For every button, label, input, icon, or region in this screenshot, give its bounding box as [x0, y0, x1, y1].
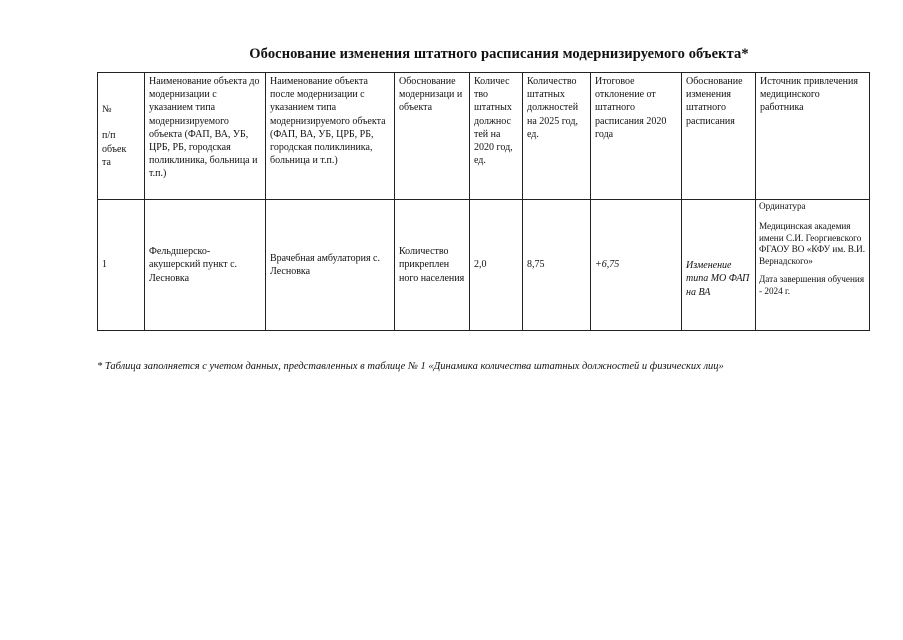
cell-deviation: +6,75 [591, 200, 682, 331]
header-source: Источник привлечения медицинского работника [756, 73, 870, 200]
header-justification: Обоснование модернизаци и объекта [395, 73, 470, 200]
header-before: Наименование объекта до модернизации с указанием типа модернизируемого объекта (ФАП, ВА, УБ, ЦРБ, РБ, городская поликлиника, больница и т.п.) [145, 73, 266, 200]
cell-num: 1 [98, 200, 145, 331]
document-title-text: Обоснование изменения штатного расписания модернизируемого объекта* [249, 46, 749, 62]
header-change-reason: Обоснование изменения штатного расписания [682, 73, 756, 200]
cell-change-reason: Изменение типа МО ФАП на ВА [682, 200, 756, 331]
header-count-2025: Количество штатных должностей на 2025 год, ед. [523, 73, 591, 200]
staffing-table [97, 72, 870, 331]
cell-count-2020: 2,0 [470, 200, 523, 331]
footnote: * Таблица заполняется с учетом данных, представленных в таблице № 1 «Динамика количества штатных должностей и физических лиц» [97, 361, 724, 372]
header-after: Наименование объекта после модернизации с указанием типа модернизируемого объекта (ФАП, ВА, УБ, ЦРБ, РБ, городская поликлиника, больница и т.п.) [266, 73, 395, 200]
document-title [0, 46, 903, 63]
source-institution: Медицинская академия имени С.И. Георгиевского ФГАОУ ВО «КФУ им. В.И. Вернадского» [759, 220, 866, 267]
header-num: № п/п объек та [98, 73, 145, 200]
cell-source [756, 200, 870, 331]
source-completion-date: Дата завершения обучения - 2024 г. [759, 273, 865, 296]
header-deviation: Итоговое отклонение от штатного расписания 2020 года [591, 73, 682, 200]
cell-after: Врачебная амбулатория с. Лесновка [266, 200, 395, 331]
table-row [98, 200, 870, 331]
cell-justification: Количество прикреплен ного населения [395, 200, 470, 331]
table-header-row [98, 73, 870, 200]
cell-count-2025: 8,75 [523, 200, 591, 331]
cell-before: Фельдшерско-акушерский пункт с. Лесновка [145, 200, 266, 331]
source-type: Ординатура [759, 201, 806, 211]
header-count-2020: Количес тво штатных должнос тей на 2020 год, ед. [470, 73, 523, 200]
